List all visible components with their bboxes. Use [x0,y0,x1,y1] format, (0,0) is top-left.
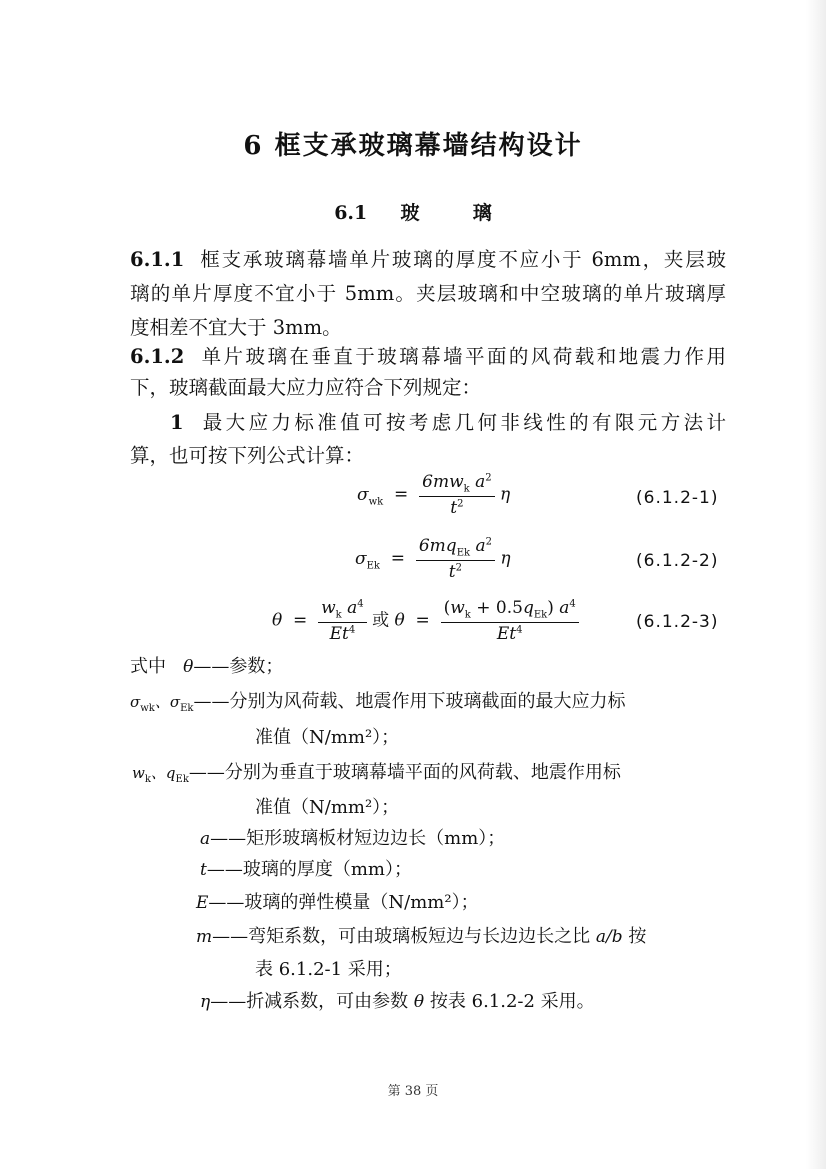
def-a: a——矩形玻璃板材短边边长（mm）； [200,828,506,849]
or-word: 或 [372,610,390,631]
def-text-tail: 按表 6.1.2-2 采用。 [429,991,595,1012]
item-1-line-1 [170,411,726,435]
chapter-title: 6 框支承玻璃幕墙结构设计 [243,131,583,161]
clause-6-1-2-line-2: 下，玻璃截面最大应力应符合下列规定： [130,376,482,399]
equation-6-1-2-3: θ = $\frac{w_k a^4}{Et^4}$ 或 θ = $\frac{(w_k + 0.5q_{Ek}) a^4}{Et^4}$ [272,598,579,644]
def-sigma-unit: 准值（N/mm²）； [255,727,400,748]
section-title-char-2: 璃 [472,202,492,224]
clause-6-1-1-line-2: 璃的单片厚度不宜小于 5mm。夹层玻璃和中空玻璃的单片玻璃厚 [130,282,726,305]
def-text: ——分别为垂直于玻璃幕墙平面的风荷载、地震作用标 [188,762,621,783]
def-w-q-unit: 准值（N/mm²）； [255,797,400,818]
def-text: ——参数； [193,656,284,677]
clause-number: 6.1.2 [130,345,185,368]
def-t: t——玻璃的厚度（mm）； [200,859,412,880]
def-E: E——玻璃的弹性模量（N/mm²）； [196,892,479,913]
def-w-q: $w_k$、$q_{Ek}——$分别为垂直于玻璃幕墙平面的风荷载、地震作用标 [132,762,621,785]
def-text: ——分别为风荷载、地震作用下玻璃截面的最大应力标 [193,691,626,712]
item-1-line-2: 算，也可按下列公式计算： [130,444,365,467]
clause-6-1-2-line-1 [130,345,726,369]
clause-text: 单片玻璃在垂直于玻璃幕墙平面的风荷载和地震力作用 [201,345,726,368]
clause-6-1-1-line-3: 度相差不宜大于 3mm。 [130,316,342,339]
def-text: ——矩形玻璃板材短边边长（mm）； [210,828,506,849]
section-title [0,198,826,225]
section-title-char-1: 玻 [400,202,420,224]
clause-6-1-1-line-1 [130,248,726,272]
def-theta: 式中 θ——参数； [130,656,284,677]
equation-number-3: (6.1.2-3) [636,612,719,632]
def-text: ——玻璃的厚度（mm）； [206,859,412,880]
equation-number-1: (6.1.2-1) [636,488,719,508]
equation-6-1-2-2: $\sigma_{Ek}$ = $\frac{6mq_{Ek} a^2}{t^2}$ η [355,536,511,583]
def-text: ——弯矩系数，可由玻璃板短边与长边边长之比 [212,926,591,947]
def-eta: η——折减系数，可由参数 θ 按表 6.1.2-2 采用。 [200,991,595,1012]
item-number: 1 [170,411,184,434]
def-sigma: $\sigma_{wk}$、$\sigma_{Ek}——$分别为风荷载、地震作用下玻璃截面的最大应力标 [130,691,626,714]
def-m: m——弯矩系数，可由玻璃板短边与长边边长之比 a/b 按 [196,926,647,947]
page-edge-shadow [806,0,826,1169]
section-number: 6.1 [334,202,368,224]
def-m-line-2: 表 6.1.2-1 采用； [255,959,402,980]
def-text: ——折减系数，可由参数 [210,991,409,1012]
fraction: $\frac{(w_k + 0.5q_{Ek}) a^4}{Et^4}$ [441,598,579,644]
item-text: 最大应力标准值可按考虑几何非线性的有限元方法计 [202,411,726,434]
ratio-a-b: a/b [595,927,623,947]
fraction: $\frac{w_k a^4}{Et^4}$ [318,598,367,644]
clause-number: 6.1.1 [130,248,185,271]
where-lead: 式中 [130,656,166,677]
def-text-tail: 按 [628,926,647,947]
fraction: $\frac{6mq_{Ek} a^2}{t^2}$ [416,536,495,582]
clause-text: 框支承玻璃幕墙单片玻璃的厚度不应小于 6mm，夹层玻 [200,248,726,271]
page-number: 第 38 页 [387,1084,439,1099]
fraction: $\frac{6mw_k a^2}{t^2}$ [419,472,495,518]
equation-6-1-2-1: $\sigma_{wk}$ = $\frac{6mw_k a^2}{t^2}$ η [357,472,511,519]
def-text: ——玻璃的弹性模量（N/mm²）； [208,892,479,913]
equation-number-2: (6.1.2-2) [636,551,719,571]
